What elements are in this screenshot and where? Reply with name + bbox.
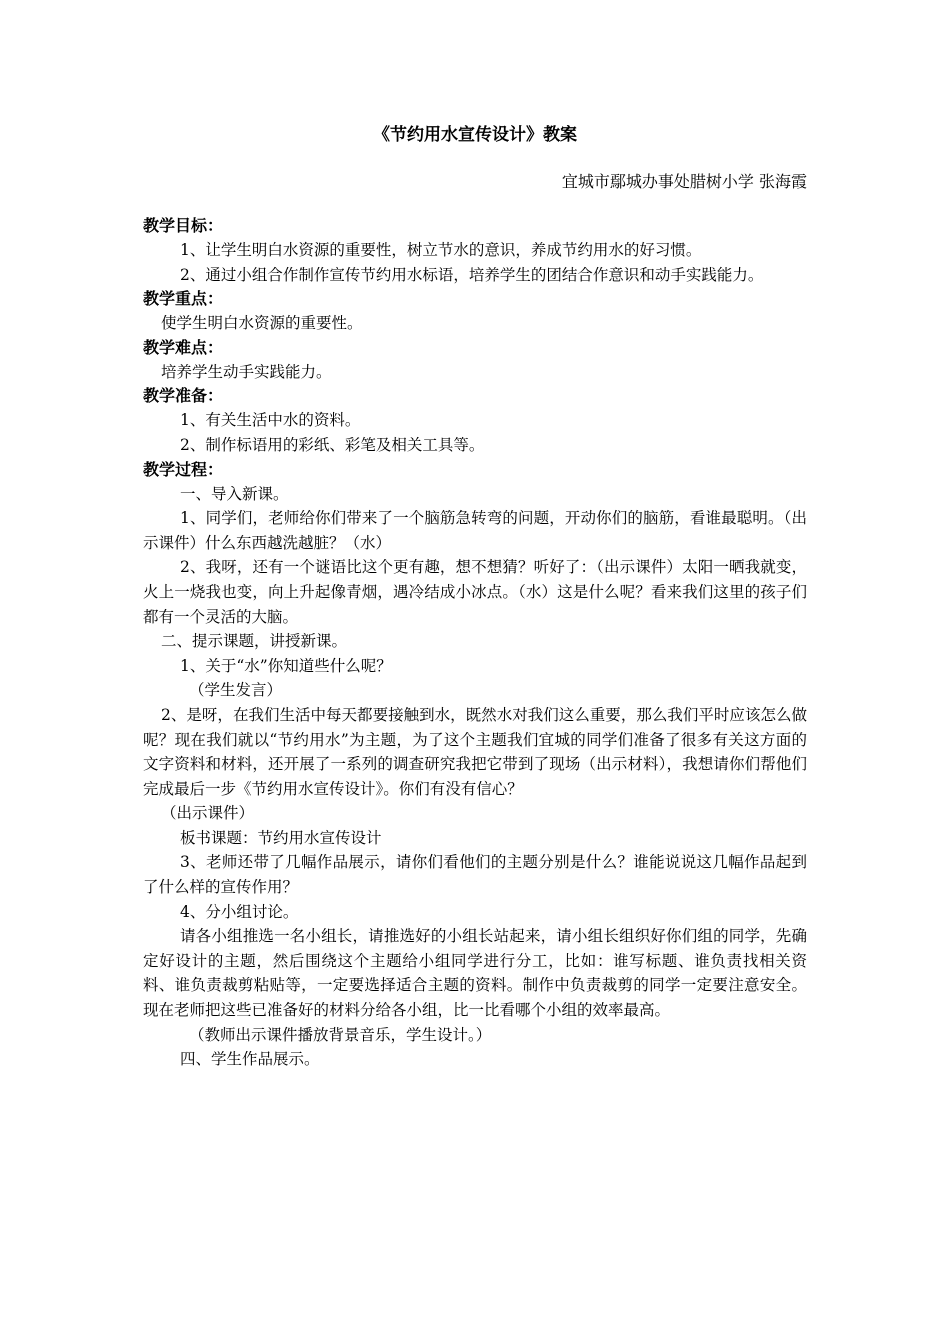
author-line: 宜城市鄢城办事处腊树小学 张海霞: [561, 172, 807, 191]
process-paragraph: 2、我呀，还有一个谜语比这个更有趣，想不想猜？听好了：（出示课件）太阳一晒我就变，火上一烧我也变，向上升起像青烟，遇冷结成小冰点。（水）这是什么呢？看来我们这里的孩子们都有一个灵活的大脑。: [143, 558, 807, 626]
process-paragraph: 二、提示课题，讲授新课。: [161, 632, 348, 651]
key-point-text: 使学生明白水资源的重要性。: [161, 314, 363, 333]
process-paragraph: 2、是呀，在我们生活中每天都要接触到水，既然水对我们这么重要，那么我们平时应该怎么做呢？现在我们就以“节约用水”为主题，为了这个主题我们宜城的同学们准备了很多有关这方面的文字资料和材料，还开展了一系列的调查研究我把它带到了现场（出示材料），我想请你们帮他们完成最后一步《节约用水宣传设计》。你们有没有信心？: [143, 705, 807, 798]
process-paragraph: 1、关于“水”你知道些什么呢？: [180, 656, 392, 675]
process-paragraph: （学生发言）: [189, 681, 283, 700]
preparation-item: 2、制作标语用的彩纸、彩笔及相关工具等。: [180, 435, 485, 454]
preparation-item: 1、有关生活中水的资料。: [180, 411, 361, 430]
section-heading-goals: 教学目标：: [143, 216, 224, 235]
goal-item: 1、让学生明白水资源的重要性，树立节水的意识，养成节约用水的好习惯。: [180, 241, 702, 259]
process-paragraph: 1、同学们，老师给你们带来了一个脑筋急转弯的问题，开动你们的脑筋，看谁最聪明。（出示课件）什么东西越洗越脏？（水）: [143, 509, 807, 552]
process-paragraph: 4、分小组讨论。: [180, 902, 299, 921]
process-paragraph: （出示课件）: [161, 804, 255, 823]
section-heading-preparation: 教学准备：: [143, 386, 224, 406]
process-paragraph: 一、导入新课。: [180, 484, 289, 503]
section-heading-difficulty: 教学难点：: [143, 337, 224, 357]
process-paragraph: 板书课题：节约用水宣传设计: [180, 828, 382, 847]
difficulty-text: 培养学生动手实践能力。: [161, 362, 332, 381]
goal-item: 2、通过小组合作制作宣传节约用水标语，培养学生的团结合作意识和动手实践能力。: [180, 265, 764, 284]
process-paragraph: 请各小组推选一名小组长，请推选好的小组长站起来，请小组长组织好你们组的同学，先确定好设计的主题，然后围绕这个主题给小组同学进行分工，比如：谁写标题、谁负责找相关资料、谁负责裁剪粘贴等，一定要选择适合主题的资料。制作中负责裁剪的同学一定要注意安全。现在老师把这些已准备好的材料分给各小组，比一比看哪个小组的效率最高。: [143, 927, 807, 1020]
process-paragraph: （教师出示课件播放背景音乐，学生设计。）: [189, 1025, 492, 1044]
section-heading-process: 教学过程：: [143, 459, 224, 479]
process-paragraph: 3、老师还带了几幅作品展示，请你们看他们的主题分别是什么？谁能说说这几幅作品起到了什么样的宣传作用？: [143, 853, 807, 897]
document-page: [143, 122, 807, 1072]
process-paragraph: 四、学生作品展示。: [180, 1050, 320, 1069]
document-title: 《节约用水宣传设计》教案: [373, 125, 577, 145]
section-heading-key-point: 教学重点：: [143, 289, 224, 309]
